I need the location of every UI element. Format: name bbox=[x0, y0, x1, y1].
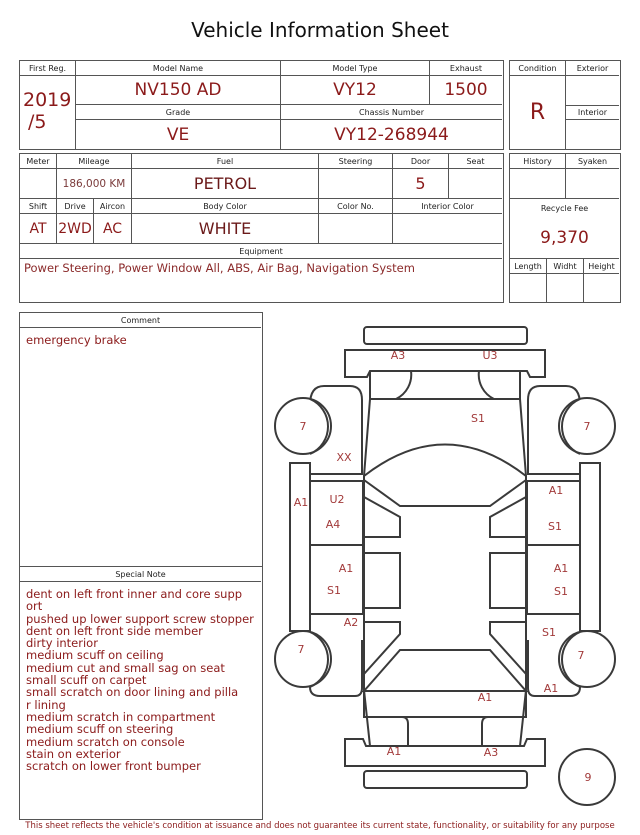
note-line: stain on exterior bbox=[26, 746, 121, 761]
front-grille-bar bbox=[364, 327, 527, 344]
right-rocker-panel bbox=[580, 463, 600, 631]
interior-color-label: Interior Color bbox=[421, 201, 474, 211]
interior-label: Interior bbox=[577, 108, 608, 117]
damage-mark: A1 bbox=[553, 562, 569, 575]
note-line: medium scratch on console bbox=[26, 734, 185, 749]
door-label: Door bbox=[410, 156, 431, 166]
condition-grade: R bbox=[529, 100, 546, 125]
damage-mark: A2 bbox=[343, 616, 359, 629]
shift-label: Shift bbox=[28, 201, 48, 211]
length-label: Length bbox=[514, 261, 542, 271]
damage-mark: S1 bbox=[327, 584, 341, 597]
note-line: dent on left front side member bbox=[26, 623, 203, 638]
special-note-label: Special Note bbox=[115, 569, 166, 579]
aircon-label: Aircon bbox=[99, 201, 126, 211]
model-type-value: VY12 bbox=[333, 80, 377, 100]
history-label: History bbox=[523, 156, 552, 166]
rear-taillight-left bbox=[370, 717, 408, 746]
equipment-label: Equipment bbox=[239, 246, 283, 256]
steering-label: Steering bbox=[338, 156, 373, 166]
right-rear-door bbox=[527, 545, 580, 614]
condition-label: Condition bbox=[518, 63, 557, 73]
left-rear-door bbox=[310, 545, 363, 614]
comment-label: Comment bbox=[120, 315, 161, 325]
drive-value: 2WD bbox=[58, 220, 92, 237]
damage-mark: S1 bbox=[548, 520, 562, 533]
damage-mark: U2 bbox=[329, 493, 345, 506]
damage-mark: A1 bbox=[386, 745, 402, 758]
body-color-value: WHITE bbox=[198, 219, 252, 238]
height-label: Height bbox=[588, 261, 615, 271]
rear-bumper bbox=[345, 739, 545, 766]
grade-value: VE bbox=[166, 124, 190, 145]
chassis-number-value: VY12-268944 bbox=[334, 124, 449, 145]
note-line: medium scratch in compartment bbox=[26, 709, 216, 724]
note-line: ort bbox=[26, 599, 43, 614]
mileage-value: 186,000 KM bbox=[62, 177, 126, 190]
equipment-value: Power Steering, Power Window All, ABS, Air Bag, Navigation System bbox=[24, 261, 415, 275]
recycle-fee-label: Recycle Fee bbox=[540, 203, 589, 213]
damage-mark: A1 bbox=[338, 562, 354, 575]
left-front-door bbox=[310, 481, 363, 545]
mileage-label: Mileage bbox=[78, 156, 110, 166]
first-reg-label: First Reg. bbox=[28, 63, 67, 73]
damage-mark: A1 bbox=[293, 496, 309, 509]
front-headlight-right bbox=[479, 371, 494, 399]
damage-mark: A1 bbox=[543, 682, 559, 695]
fuel-label: Fuel bbox=[216, 156, 234, 166]
body-color-label: Body Color bbox=[203, 201, 247, 211]
drive-label: Drive bbox=[64, 201, 86, 211]
model-type-label: Model Type bbox=[332, 63, 378, 73]
aircon-value: AC bbox=[102, 220, 123, 237]
front-headlight-left bbox=[396, 371, 411, 399]
page-title: Vehicle Information Sheet bbox=[191, 18, 449, 42]
tire-front-right-value: 7 bbox=[583, 420, 591, 433]
tire-spare-value: 9 bbox=[584, 771, 592, 784]
note-line: scratch on lower front bumper bbox=[26, 759, 201, 774]
first-reg-year: 2019 bbox=[23, 89, 72, 111]
grade-label: Grade bbox=[165, 107, 191, 117]
model-name-label: Model Name bbox=[152, 63, 204, 73]
note-line: small scratch on door lining and pilla bbox=[26, 685, 239, 700]
model-name-value: NV150 AD bbox=[134, 80, 222, 100]
windshield bbox=[364, 445, 526, 477]
front-panel bbox=[370, 371, 520, 399]
disclaimer-footer: This sheet reflects the vehicle's condition at issuance and does not guarantee its current state, functionality, or suitability for any purpose bbox=[25, 821, 615, 831]
window-right-2 bbox=[490, 622, 526, 674]
tire-rear-left bbox=[275, 631, 331, 687]
note-line: pushed up lower support screw stopper bbox=[26, 611, 254, 626]
exhaust-label: Exhaust bbox=[449, 63, 483, 73]
rear-taillight-right bbox=[482, 717, 520, 746]
color-no-label: Color No. bbox=[337, 201, 374, 211]
windshield-lower bbox=[364, 480, 526, 506]
tailgate bbox=[364, 691, 526, 717]
damage-mark: S1 bbox=[554, 585, 568, 598]
tire-front-left-value: 7 bbox=[299, 420, 307, 433]
front-bumper bbox=[345, 350, 545, 377]
exterior-label: Exterior bbox=[576, 63, 609, 73]
meter-label: Meter bbox=[26, 156, 50, 166]
door-value: 5 bbox=[415, 174, 426, 193]
note-line: medium scuff on ceiling bbox=[26, 648, 164, 663]
note-line: small scuff on carpet bbox=[26, 673, 147, 688]
window-right-1 bbox=[490, 553, 526, 608]
damage-mark: U3 bbox=[482, 349, 498, 362]
window-left-1 bbox=[364, 553, 400, 608]
note-line: medium cut and small sag on seat bbox=[26, 660, 225, 675]
note-line: medium scuff on steering bbox=[26, 722, 174, 737]
shift-value: AT bbox=[29, 220, 47, 237]
note-line: r lining bbox=[26, 697, 66, 712]
left-rocker-panel bbox=[290, 463, 310, 631]
comment-line: emergency brake bbox=[26, 333, 127, 347]
first-reg-month: /5 bbox=[28, 111, 47, 133]
fuel-value: PETROL bbox=[193, 174, 257, 193]
exhaust-value: 1500 bbox=[444, 80, 488, 100]
damage-mark: A4 bbox=[325, 518, 341, 531]
seat-label: Seat bbox=[466, 156, 485, 166]
tire-rear-right-value: 7 bbox=[577, 649, 585, 662]
rear-step-bar bbox=[364, 771, 527, 788]
tire-rear-left-value: 7 bbox=[297, 643, 305, 656]
note-line: dent on left front inner and core supp bbox=[26, 587, 243, 601]
tire-rear-right bbox=[559, 631, 615, 687]
width-label: Widht bbox=[553, 261, 577, 271]
window-left-2 bbox=[364, 622, 400, 674]
rear-window bbox=[364, 650, 526, 691]
damage-mark: XX bbox=[336, 451, 352, 464]
chassis-number-label: Chassis Number bbox=[359, 107, 424, 117]
note-line: dirty interior bbox=[26, 636, 98, 651]
recycle-fee-value: 9,370 bbox=[540, 228, 589, 248]
damage-mark: A1 bbox=[477, 691, 493, 704]
damage-mark: S1 bbox=[471, 412, 485, 425]
damage-mark: A3 bbox=[390, 349, 406, 362]
damage-mark: A3 bbox=[483, 746, 499, 759]
syaken-label: Syaken bbox=[577, 156, 608, 166]
damage-mark: S1 bbox=[542, 626, 556, 639]
damage-mark: A1 bbox=[548, 484, 564, 497]
